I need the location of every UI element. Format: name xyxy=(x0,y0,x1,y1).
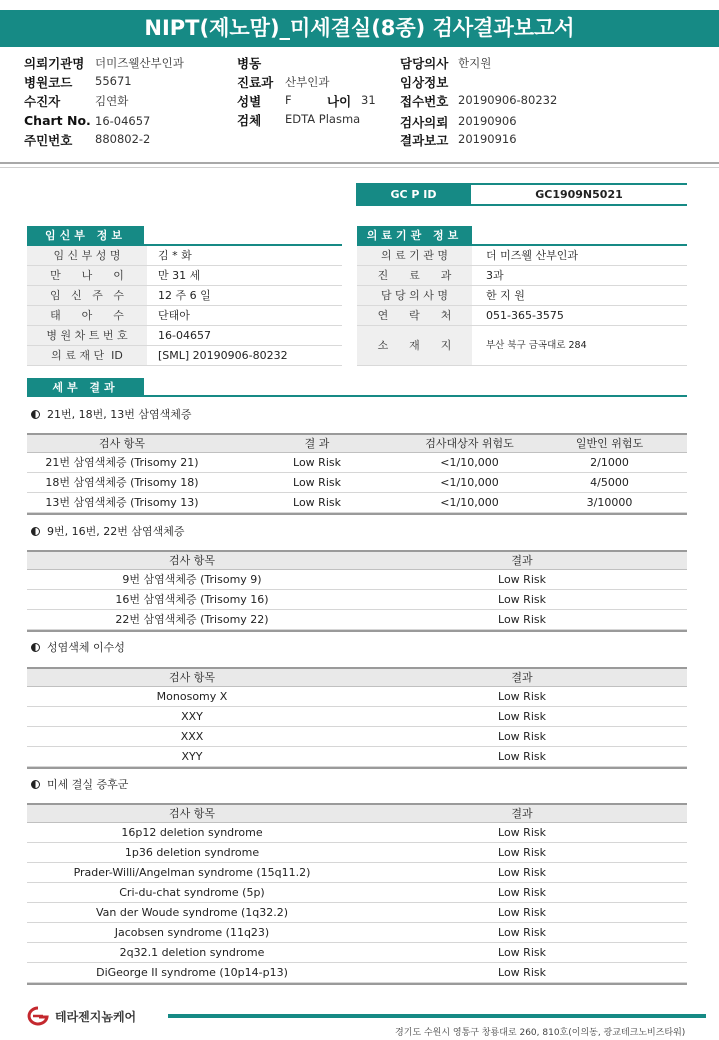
table-row xyxy=(27,943,687,963)
report-title: NIPT(제노맘)_미세결실(8종) 검사결과보고서 xyxy=(0,10,719,47)
table-row xyxy=(27,823,687,843)
table-end-line xyxy=(27,767,687,769)
table-header xyxy=(27,803,687,823)
result-cell: Low Risk xyxy=(498,866,546,879)
pregnancy-info-row xyxy=(27,306,342,326)
gcpid-label: GC P ID xyxy=(356,185,471,204)
result-cell: Low Risk xyxy=(498,846,546,859)
table-row xyxy=(27,707,687,727)
result-cell: Low Risk xyxy=(498,710,546,723)
result-cell: Low Risk xyxy=(498,730,546,743)
medical-info-row xyxy=(357,266,687,286)
details-tab: 세부 결과 xyxy=(27,378,144,397)
company-name: 테라젠지놈케어 xyxy=(55,1009,137,1024)
specimen-label: 검체 xyxy=(237,113,262,128)
table-row xyxy=(27,923,687,943)
table-row xyxy=(27,863,687,883)
table-row xyxy=(27,687,687,707)
half-circle-icon xyxy=(31,780,40,789)
dept-label: 진료과 xyxy=(237,75,274,90)
table-row xyxy=(27,903,687,923)
ward-label: 병동 xyxy=(237,56,262,71)
header-divider-thin xyxy=(0,167,719,168)
test-item: 16번 삼염색체증 (Trisomy 16) xyxy=(115,593,269,606)
table-row xyxy=(27,963,687,983)
hospital-code-value: 55671 xyxy=(95,74,132,88)
pregnancy-info-value: 김 * 화 xyxy=(158,249,192,262)
sex-label: 성별 xyxy=(237,94,262,109)
medical-info-label: 의 료 기 관 명 xyxy=(357,246,472,265)
result-cell: <1/10,000 xyxy=(440,496,499,509)
result-cell: 3/10000 xyxy=(586,496,633,509)
half-circle-icon xyxy=(31,527,40,536)
result-cell: Low Risk xyxy=(293,476,341,489)
medical-info-label: 연 락 처 xyxy=(357,306,472,325)
test-item: XYY xyxy=(181,750,203,763)
test-item: 2q32.1 deletion syndrome xyxy=(119,946,265,959)
test-item: 13번 삼염색체증 (Trisomy 13) xyxy=(45,496,199,509)
result-cell: Low Risk xyxy=(498,926,546,939)
medical-info-value: 051-365-3575 xyxy=(486,309,564,322)
medical-info-row xyxy=(357,326,687,366)
test-item: XXY xyxy=(181,710,203,723)
pregnancy-info-row xyxy=(27,346,342,366)
chart-no-value: 16-04657 xyxy=(95,114,151,128)
age-label: 나이 xyxy=(327,94,352,109)
table-row xyxy=(27,590,687,610)
pregnancy-info-row xyxy=(27,326,342,346)
test-item: Van der Woude syndrome (1q32.2) xyxy=(95,906,289,919)
section4-heading xyxy=(31,777,128,793)
table-header xyxy=(27,667,687,687)
table-header xyxy=(27,433,687,453)
result-cell: Low Risk xyxy=(498,573,546,586)
company-logo-icon xyxy=(24,1006,52,1026)
sex-value: F xyxy=(285,93,292,107)
pregnancy-info-row xyxy=(27,246,342,266)
half-circle-icon xyxy=(31,410,40,419)
details-line xyxy=(27,395,687,397)
result-cell: Low Risk xyxy=(498,690,546,703)
section4-heading-text: 미세 결실 증후군 xyxy=(47,778,129,791)
table-row xyxy=(27,473,687,493)
gcpid-value: GC1909N5021 xyxy=(535,188,623,201)
pregnancy-info-label: 병 원 차 트 번 호 xyxy=(27,326,147,345)
section2-heading xyxy=(31,524,184,540)
table-end-line xyxy=(27,630,687,632)
table-row xyxy=(27,843,687,863)
institution-value: 더미즈웰산부인과 xyxy=(95,56,184,70)
result-cell: Low Risk xyxy=(498,966,546,979)
result-cell: Low Risk xyxy=(498,886,546,899)
table-header xyxy=(27,550,687,570)
table-row xyxy=(27,493,687,513)
doctor-label: 담당의사 xyxy=(400,56,449,71)
pregnancy-info-value: 단태아 xyxy=(158,309,190,322)
test-item: DiGeorge II syndrome (10p14-p13) xyxy=(96,966,288,979)
test-item: 9번 삼염색체증 (Trisomy 9) xyxy=(122,573,262,586)
hospital-code-label: 병원코드 xyxy=(24,75,73,90)
column-header: 검사대상자 위험도 xyxy=(425,437,514,450)
table-row xyxy=(27,570,687,590)
gcpid-box xyxy=(356,183,687,206)
report-date-value: 20190916 xyxy=(458,132,517,146)
clinical-label: 임상정보 xyxy=(400,75,449,90)
header-divider xyxy=(0,162,719,164)
result-cell: Low Risk xyxy=(498,750,546,763)
column-header: 결과 xyxy=(511,671,533,684)
result-cell: Low Risk xyxy=(498,906,546,919)
pregnancy-info-row xyxy=(27,266,342,286)
result-cell: <1/10,000 xyxy=(440,476,499,489)
column-header: 결과 xyxy=(511,554,533,567)
section1-heading-text: 21번, 18번, 13번 삼염색체증 xyxy=(47,408,192,421)
receipt-value: 20190906-80232 xyxy=(458,93,558,107)
table-row xyxy=(27,727,687,747)
request-value: 20190906 xyxy=(458,114,517,128)
medical-info-label: 소 재 지 xyxy=(357,326,472,365)
recipient-value: 김연화 xyxy=(95,94,129,108)
medical-info-label: 담 당 의 사 명 xyxy=(357,286,472,305)
medical-info-row xyxy=(357,286,687,306)
test-item: Cri-du-chat syndrome (5p) xyxy=(119,886,265,899)
test-item: 1p36 deletion syndrome xyxy=(124,846,260,859)
doctor-value: 한지원 xyxy=(458,56,492,70)
result-cell: Low Risk xyxy=(293,496,341,509)
medical-info-value: 3과 xyxy=(486,269,504,282)
table-row xyxy=(27,883,687,903)
pregnancy-info-value: [SML] 20190906-80232 xyxy=(158,349,288,362)
request-label: 검사의뢰 xyxy=(400,115,449,130)
medical-info-value: 더 미즈웰 산부인과 xyxy=(486,249,579,262)
pregnancy-info-label: 의 료 재 단 ID xyxy=(27,346,147,365)
dept-value: 산부인과 xyxy=(285,75,330,89)
id-no-label: 주민번호 xyxy=(24,133,73,148)
company-address: 경기도 수원시 영통구 창룡대로 260, 810호(이의동, 광교테크노비즈타워) xyxy=(395,1028,686,1038)
medical-info-label: 진 료 과 xyxy=(357,266,472,285)
section3-heading-text: 성염색체 이수성 xyxy=(47,641,125,654)
column-header: 검사 항목 xyxy=(168,554,215,567)
test-item: 21번 삼염색체증 (Trisomy 21) xyxy=(45,456,199,469)
medical-info-value: 부산 북구 금곡대로 284 xyxy=(486,340,587,351)
column-header: 검사 항목 xyxy=(168,807,215,820)
pregnancy-info-value: 12 주 6 일 xyxy=(158,289,211,302)
test-item: Prader-Willi/Angelman syndrome (15q11.2) xyxy=(73,866,311,879)
half-circle-icon xyxy=(31,643,40,652)
table-row xyxy=(27,453,687,473)
id-no-value: 880802-2 xyxy=(95,132,151,146)
company-logo xyxy=(24,1005,136,1027)
pregnancy-info-tab: 임신부 정보 xyxy=(27,226,144,245)
institution-label: 의뢰기관명 xyxy=(24,56,85,71)
medical-info-value: 한 지 원 xyxy=(486,289,525,302)
column-header: 검사 항목 xyxy=(168,671,215,684)
column-header: 일반인 위험도 xyxy=(575,437,644,450)
pregnancy-info-row xyxy=(27,286,342,306)
result-cell: 2/1000 xyxy=(590,456,629,469)
report-date-label: 결과보고 xyxy=(400,133,449,148)
result-cell: Low Risk xyxy=(293,456,341,469)
recipient-label: 수진자 xyxy=(24,94,61,109)
pregnancy-info-label: 태 아 수 xyxy=(27,306,147,325)
result-cell: Low Risk xyxy=(498,946,546,959)
section1-heading xyxy=(31,407,191,423)
pregnancy-info-label: 만 나 이 xyxy=(27,266,147,285)
receipt-label: 접수번호 xyxy=(400,94,449,109)
specimen-value: EDTA Plasma xyxy=(285,112,361,126)
test-item: Jacobsen syndrome (11q23) xyxy=(114,926,270,939)
section2-heading-text: 9번, 16번, 22번 삼염색체증 xyxy=(47,525,185,538)
test-item: 22번 삼염색체증 (Trisomy 22) xyxy=(115,613,269,626)
pregnancy-info-label: 임 신 부 성 명 xyxy=(27,246,147,265)
test-item: XXX xyxy=(180,730,204,743)
test-item: Monosomy X xyxy=(156,690,228,703)
test-item: 18번 삼염색체증 (Trisomy 18) xyxy=(45,476,199,489)
result-cell: 4/5000 xyxy=(590,476,629,489)
section3-heading xyxy=(31,640,125,656)
medical-info-tab: 의료기관 정보 xyxy=(357,226,472,245)
test-item: 16p12 deletion syndrome xyxy=(121,826,263,839)
pregnancy-info-label: 임 신 주 수 xyxy=(27,286,147,305)
result-cell: Low Risk xyxy=(498,613,546,626)
table-row xyxy=(27,610,687,630)
age-value: 31 xyxy=(361,93,376,107)
table-end-line xyxy=(27,513,687,515)
pregnancy-info-value: 16-04657 xyxy=(158,329,211,342)
table-row xyxy=(27,747,687,767)
result-cell: Low Risk xyxy=(498,826,546,839)
table-end-line xyxy=(27,983,687,985)
medical-info-row xyxy=(357,246,687,266)
footer-line xyxy=(168,1014,706,1018)
result-cell: Low Risk xyxy=(498,593,546,606)
column-header: 결과 xyxy=(511,807,533,820)
medical-info-row xyxy=(357,306,687,326)
column-header: 검사 항목 xyxy=(98,437,145,450)
result-cell: <1/10,000 xyxy=(440,456,499,469)
pregnancy-info-value: 만 31 세 xyxy=(158,269,201,282)
column-header: 결 과 xyxy=(304,437,330,450)
chart-no-label: Chart No. xyxy=(24,113,91,128)
